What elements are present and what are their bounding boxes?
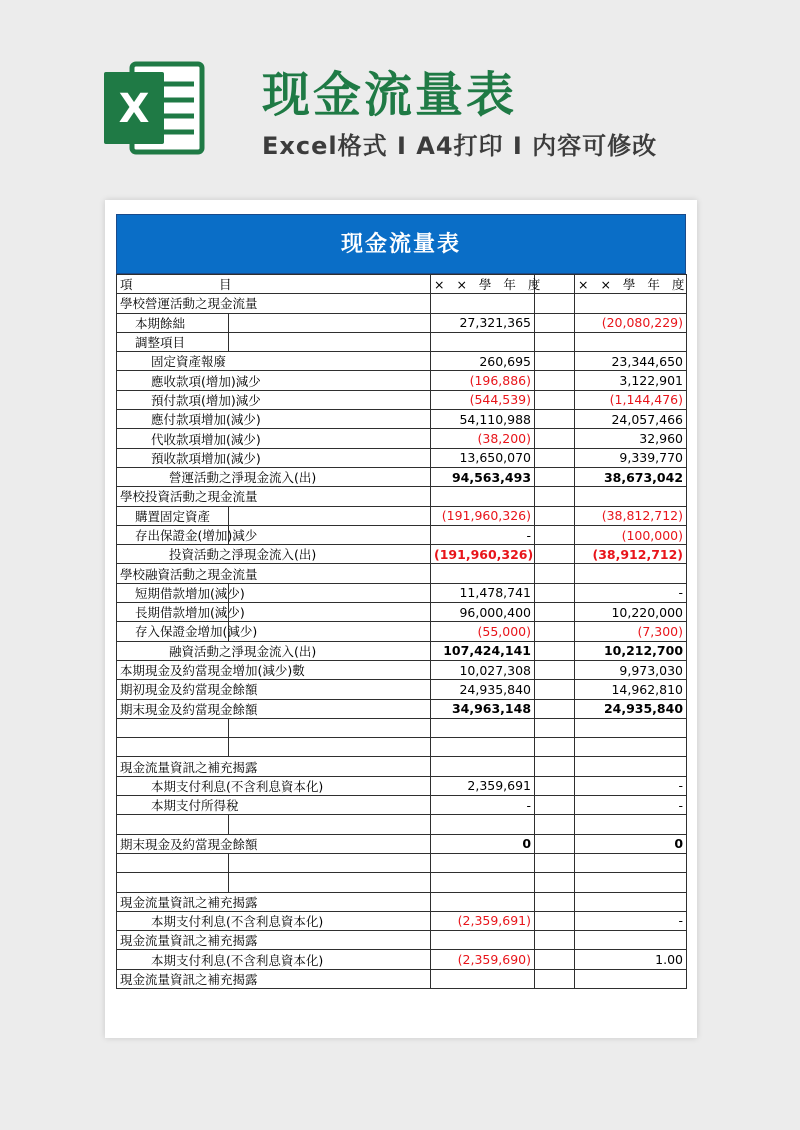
row-value-year1: 13,650,070 (431, 448, 535, 467)
row-label: 代收款項增加(減少) (117, 429, 431, 448)
row-label: 本期支付利息(不含利息資本化) (117, 950, 431, 969)
row-gap (535, 332, 575, 351)
table-row (117, 564, 687, 583)
row-value-year1: 96,000,400 (431, 603, 535, 622)
row-gap (535, 506, 575, 525)
row-value-year2: 38,673,042 (575, 467, 687, 486)
table-row (117, 931, 687, 950)
row-spacer (229, 525, 431, 544)
row-spacer (229, 853, 431, 872)
row-spacer (229, 332, 431, 351)
row-label: 固定資產報廢 (117, 352, 431, 371)
row-gap (535, 911, 575, 930)
row-label: 存出保證金(增加)減少 (117, 525, 229, 544)
table-row (117, 622, 687, 641)
row-label (117, 738, 229, 757)
row-gap (535, 796, 575, 815)
row-gap (535, 487, 575, 506)
row-gap (535, 467, 575, 486)
row-value-year2: (100,000) (575, 525, 687, 544)
row-value-year1: (196,886) (431, 371, 535, 390)
table-row (117, 313, 687, 332)
row-value-year2: - (575, 911, 687, 930)
row-value-year2 (575, 873, 687, 892)
row-value-year1 (431, 564, 535, 583)
row-gap (535, 873, 575, 892)
table-row (117, 545, 687, 564)
row-label (117, 873, 229, 892)
row-gap (535, 525, 575, 544)
row-label: 長期借款增加(減少) (117, 603, 229, 622)
row-value-year1: 24,935,840 (431, 680, 535, 699)
row-gap (535, 603, 575, 622)
table-row (117, 718, 687, 737)
row-value-year1: - (431, 525, 535, 544)
row-gap (535, 853, 575, 872)
row-value-year2 (575, 718, 687, 737)
row-value-year2: 3,122,901 (575, 371, 687, 390)
row-gap (535, 892, 575, 911)
row-value-year1: (38,200) (431, 429, 535, 448)
row-value-year1: (191,960,326) (431, 506, 535, 525)
row-label: 期初現金及約當現金餘額 (117, 680, 431, 699)
row-value-year1: - (431, 796, 535, 815)
row-value-year1: (2,359,691) (431, 911, 535, 930)
row-gap (535, 950, 575, 969)
logo-letter: X (118, 86, 150, 132)
row-value-year2: 0 (575, 834, 687, 853)
row-gap (535, 429, 575, 448)
table-row (117, 487, 687, 506)
row-label: 現金流量資訊之補充揭露 (117, 931, 431, 950)
sheet-banner: 现金流量表 (116, 214, 686, 274)
row-label: 本期支付所得稅 (117, 796, 431, 815)
table-header-row (117, 275, 687, 294)
row-value-year1 (431, 873, 535, 892)
table-row (117, 815, 687, 834)
row-spacer (229, 738, 431, 757)
row-value-year1 (431, 892, 535, 911)
row-label: 本期支付利息(不含利息資本化) (117, 911, 431, 930)
table-row (117, 892, 687, 911)
table-row (117, 352, 687, 371)
header-year1: × × 學 年 度 (431, 275, 535, 294)
row-label: 營運活動之淨現金流入(出) (117, 467, 431, 486)
row-value-year2: 32,960 (575, 429, 687, 448)
row-gap (535, 448, 575, 467)
table-row (117, 294, 687, 313)
row-gap (535, 660, 575, 679)
row-value-year2: (38,912,712) (575, 545, 687, 564)
row-label: 學校投資活動之現金流量 (117, 487, 431, 506)
table-row (117, 583, 687, 602)
table-row (117, 796, 687, 815)
row-label (117, 853, 229, 872)
cash-flow-sheet (116, 214, 689, 989)
page-title: 现金流量表 (262, 67, 518, 123)
row-value-year2 (575, 853, 687, 872)
row-label: 存入保證金增加(減少) (117, 622, 229, 641)
row-value-year1 (431, 815, 535, 834)
table-row (117, 332, 687, 351)
row-value-year1 (431, 757, 535, 776)
row-value-year2 (575, 487, 687, 506)
row-value-year2: - (575, 796, 687, 815)
row-value-year2 (575, 931, 687, 950)
row-value-year2 (575, 815, 687, 834)
row-value-year2: 14,962,810 (575, 680, 687, 699)
row-value-year2 (575, 738, 687, 757)
row-spacer (229, 313, 431, 332)
row-gap (535, 313, 575, 332)
table-row (117, 776, 687, 795)
row-value-year1: (2,359,690) (431, 950, 535, 969)
row-value-year2 (575, 757, 687, 776)
row-gap (535, 815, 575, 834)
table-row (117, 950, 687, 969)
row-gap (535, 834, 575, 853)
table-row (117, 660, 687, 679)
row-value-year1 (431, 931, 535, 950)
table-row (117, 410, 687, 429)
row-label: 本期支付利息(不含利息資本化) (117, 776, 431, 795)
row-gap (535, 641, 575, 660)
row-value-year2: - (575, 776, 687, 795)
row-value-year2: 24,057,466 (575, 410, 687, 429)
row-gap (535, 776, 575, 795)
row-value-year2: 24,935,840 (575, 699, 687, 718)
table-row (117, 429, 687, 448)
row-gap (535, 680, 575, 699)
row-spacer (229, 506, 431, 525)
row-value-year1: 54,110,988 (431, 410, 535, 429)
row-value-year2 (575, 892, 687, 911)
row-value-year1: 11,478,741 (431, 583, 535, 602)
row-value-year1 (431, 332, 535, 351)
row-value-year1 (431, 487, 535, 506)
row-label: 購置固定資產 (117, 506, 229, 525)
row-value-year2 (575, 294, 687, 313)
excel-icon (102, 60, 206, 156)
table-row (117, 506, 687, 525)
row-label: 投資活動之淨現金流入(出) (117, 545, 431, 564)
row-gap (535, 410, 575, 429)
row-value-year1 (431, 294, 535, 313)
table-row (117, 525, 687, 544)
row-value-year2: (7,300) (575, 622, 687, 641)
row-spacer (229, 583, 431, 602)
row-label: 預收款項增加(減少) (117, 448, 431, 467)
row-label: 短期借款增加(減少) (117, 583, 229, 602)
row-gap (535, 564, 575, 583)
row-spacer (229, 873, 431, 892)
row-value-year1 (431, 969, 535, 988)
row-value-year1: (55,000) (431, 622, 535, 641)
row-value-year2: (20,080,229) (575, 313, 687, 332)
table-row (117, 448, 687, 467)
table-row (117, 467, 687, 486)
row-label: 期末現金及約當現金餘額 (117, 699, 431, 718)
row-spacer (229, 815, 431, 834)
page-subtitle: Excel格式 I A4打印 I 内容可修改 (262, 132, 658, 160)
row-value-year1: 107,424,141 (431, 641, 535, 660)
header-item: 項 目 (117, 275, 431, 294)
table-row (117, 641, 687, 660)
table-row (117, 390, 687, 409)
row-label: 本期餘絀 (117, 313, 229, 332)
cash-flow-table (116, 274, 687, 989)
row-gap (535, 294, 575, 313)
row-value-year1: 0 (431, 834, 535, 853)
header-year2: × × 學 年 度 (575, 275, 687, 294)
table-row (117, 911, 687, 930)
row-label: 期末現金及約當現金餘額 (117, 834, 431, 853)
row-label: 調整項目 (117, 332, 229, 351)
row-label: 應付款項增加(減少) (117, 410, 431, 429)
row-gap (535, 738, 575, 757)
row-value-year1 (431, 738, 535, 757)
row-spacer (229, 603, 431, 622)
row-value-year1: 34,963,148 (431, 699, 535, 718)
row-value-year2 (575, 564, 687, 583)
row-gap (535, 583, 575, 602)
table-row (117, 969, 687, 988)
row-value-year2: (38,812,712) (575, 506, 687, 525)
row-label: 學校融資活動之現金流量 (117, 564, 431, 583)
table-row (117, 873, 687, 892)
row-label: 學校營運活動之現金流量 (117, 294, 431, 313)
row-value-year2 (575, 969, 687, 988)
row-value-year1 (431, 718, 535, 737)
row-value-year1: 2,359,691 (431, 776, 535, 795)
row-gap (535, 718, 575, 737)
row-value-year2 (575, 332, 687, 351)
row-value-year2: (1,144,476) (575, 390, 687, 409)
row-label (117, 718, 229, 737)
row-value-year1 (431, 853, 535, 872)
row-label: 現金流量資訊之補充揭露 (117, 892, 431, 911)
row-label: 現金流量資訊之補充揭露 (117, 969, 431, 988)
row-label: 現金流量資訊之補充揭露 (117, 757, 431, 776)
row-gap (535, 371, 575, 390)
row-label: 本期現金及約當現金增加(減少)數 (117, 660, 431, 679)
row-spacer (229, 622, 431, 641)
table-row (117, 371, 687, 390)
row-gap (535, 352, 575, 371)
row-label: 融資活動之淨現金流入(出) (117, 641, 431, 660)
row-value-year2: 10,220,000 (575, 603, 687, 622)
row-gap (535, 931, 575, 950)
row-gap (535, 699, 575, 718)
row-value-year1: 10,027,308 (431, 660, 535, 679)
row-label (117, 815, 229, 834)
row-gap (535, 390, 575, 409)
row-spacer (229, 718, 431, 737)
row-value-year1: (544,539) (431, 390, 535, 409)
table-row (117, 757, 687, 776)
row-label: 應收款項(增加)減少 (117, 371, 431, 390)
row-value-year2: - (575, 583, 687, 602)
row-value-year2: 9,339,770 (575, 448, 687, 467)
row-label: 預付款項(增加)減少 (117, 390, 431, 409)
table-row (117, 834, 687, 853)
row-value-year1: 260,695 (431, 352, 535, 371)
row-value-year2: 1.00 (575, 950, 687, 969)
table-row (117, 603, 687, 622)
row-gap (535, 545, 575, 564)
row-value-year1: 27,321,365 (431, 313, 535, 332)
table-row (117, 853, 687, 872)
row-value-year2: 10,212,700 (575, 641, 687, 660)
row-value-year1: (191,960,326) (431, 545, 535, 564)
row-value-year2: 9,973,030 (575, 660, 687, 679)
table-row (117, 699, 687, 718)
table-row (117, 738, 687, 757)
row-gap (535, 757, 575, 776)
table-row (117, 680, 687, 699)
row-value-year2: 23,344,650 (575, 352, 687, 371)
row-value-year1: 94,563,493 (431, 467, 535, 486)
row-gap (535, 622, 575, 641)
row-gap (535, 969, 575, 988)
